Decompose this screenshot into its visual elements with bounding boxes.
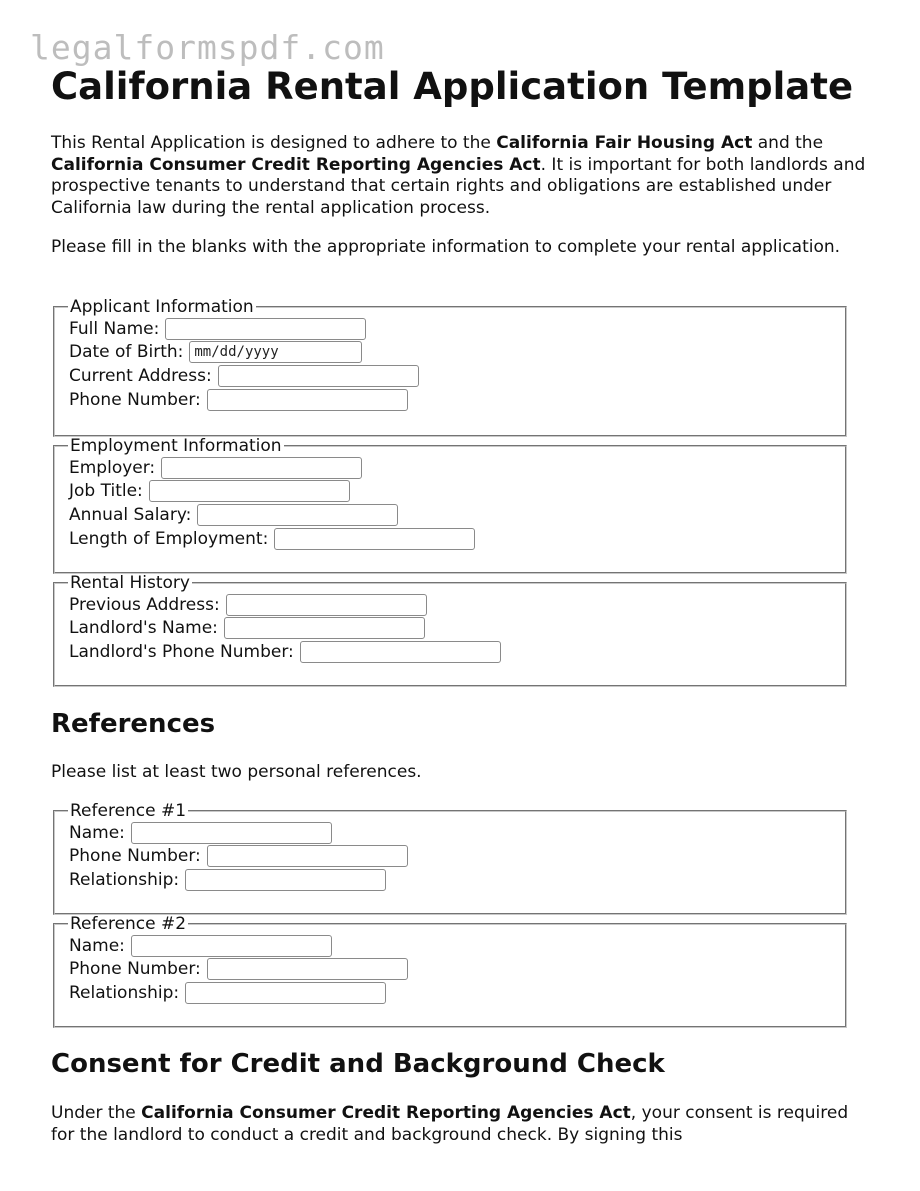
- ref1-phone-row: [69, 845, 845, 869]
- landlord-name-row: [69, 617, 845, 641]
- ref2-phone-row: [69, 958, 845, 982]
- annual-salary-label: Annual Salary:: [69, 504, 192, 525]
- ref1-name-input[interactable]: [131, 822, 332, 844]
- dob-input[interactable]: [189, 341, 362, 363]
- employment-length-label: Length of Employment:: [69, 528, 269, 549]
- intro-paragraph: [51, 133, 869, 219]
- full-name-row: [69, 317, 845, 341]
- current-address-input[interactable]: [218, 365, 419, 387]
- ref1-relationship-label: Relationship:: [69, 869, 180, 890]
- consent-heading: Consent for Credit and Background Check: [51, 1049, 665, 1079]
- reference-2-section: [53, 914, 847, 1028]
- phone-label: Phone Number:: [69, 389, 201, 410]
- landlord-name-label: Landlord's Name:: [69, 618, 218, 639]
- rental-history-legend: Rental History: [70, 573, 190, 593]
- instruction-paragraph: Please fill in the blanks with the appropriate information to complete your rental application.: [51, 237, 841, 257]
- reference-1-section: [53, 801, 847, 915]
- ref2-relationship-label: Relationship:: [69, 982, 180, 1003]
- employer-label: Employer:: [69, 457, 156, 478]
- fair-housing-act: California Fair Housing Act: [496, 133, 753, 153]
- employer-input[interactable]: [161, 457, 362, 479]
- consent-text-2: , your consent is required for the landlord to conduct a credit and background check. By signing this: [51, 1103, 849, 1145]
- consent-text-1: Under the: [51, 1103, 142, 1123]
- intro-text-3: . It is important for both landlords and prospective tenants to understand that certain rights and obligations are established under California law during the rental application process.: [51, 154, 866, 218]
- ref1-relationship-row: [69, 868, 845, 892]
- annual-salary-row: [69, 503, 845, 527]
- employment-information-section: [53, 436, 847, 574]
- consent-paragraph: [51, 1103, 869, 1146]
- applicant-legend: Applicant Information: [70, 297, 254, 317]
- current-address-row: [69, 364, 845, 388]
- previous-address-label: Previous Address:: [69, 594, 220, 615]
- employment-length-input[interactable]: [274, 528, 475, 550]
- ref2-name-label: Name:: [69, 935, 125, 956]
- ref2-relationship-row: [69, 981, 845, 1005]
- references-heading: References: [51, 709, 216, 739]
- ref1-phone-input[interactable]: [207, 845, 408, 867]
- intro-text-2: and the: [752, 133, 824, 153]
- watermark: legalformspdf.com: [30, 28, 385, 67]
- ref1-name-row: [69, 821, 845, 845]
- ref2-name-row: [69, 934, 845, 958]
- ref2-phone-label: Phone Number:: [69, 959, 201, 980]
- intro-text-1: This Rental Application is designed to adhere to the: [51, 133, 497, 153]
- credit-reporting-act: California Consumer Credit Reporting Agencies Act: [51, 154, 541, 175]
- rental-history-section: [53, 573, 847, 687]
- employment-legend: Employment Information: [70, 436, 282, 456]
- previous-address-input[interactable]: [226, 594, 427, 616]
- employer-row: [69, 456, 845, 480]
- consent-act: California Consumer Credit Reporting Agencies Act: [141, 1103, 631, 1123]
- ref1-phone-label: Phone Number:: [69, 846, 201, 867]
- annual-salary-input[interactable]: [197, 504, 398, 526]
- full-name-label: Full Name:: [69, 318, 160, 339]
- job-title-label: Job Title:: [69, 481, 143, 502]
- ref2-phone-input[interactable]: [207, 958, 408, 980]
- reference-1-legend: Reference #1: [70, 801, 187, 821]
- full-name-input[interactable]: [165, 318, 366, 340]
- landlord-phone-label: Landlord's Phone Number:: [69, 641, 294, 662]
- page-title: California Rental Application Template: [51, 65, 854, 108]
- phone-input[interactable]: [207, 389, 408, 411]
- reference-2-legend: Reference #2: [70, 914, 187, 934]
- dob-label: Date of Birth:: [69, 342, 184, 363]
- ref1-relationship-input[interactable]: [185, 869, 386, 891]
- previous-address-row: [69, 593, 845, 617]
- ref2-name-input[interactable]: [131, 935, 332, 957]
- current-address-label: Current Address:: [69, 365, 212, 386]
- references-intro: Please list at least two personal references.: [51, 762, 422, 782]
- employment-length-row: [69, 527, 845, 551]
- landlord-phone-row: [69, 640, 845, 664]
- applicant-information-section: [53, 297, 847, 437]
- job-title-row: [69, 480, 845, 504]
- job-title-input[interactable]: [149, 480, 350, 502]
- landlord-name-input[interactable]: [224, 617, 425, 639]
- ref2-relationship-input[interactable]: [185, 982, 386, 1004]
- dob-row: [69, 341, 845, 365]
- phone-row: [69, 388, 845, 412]
- ref1-name-label: Name:: [69, 822, 125, 843]
- landlord-phone-input[interactable]: [300, 641, 501, 663]
